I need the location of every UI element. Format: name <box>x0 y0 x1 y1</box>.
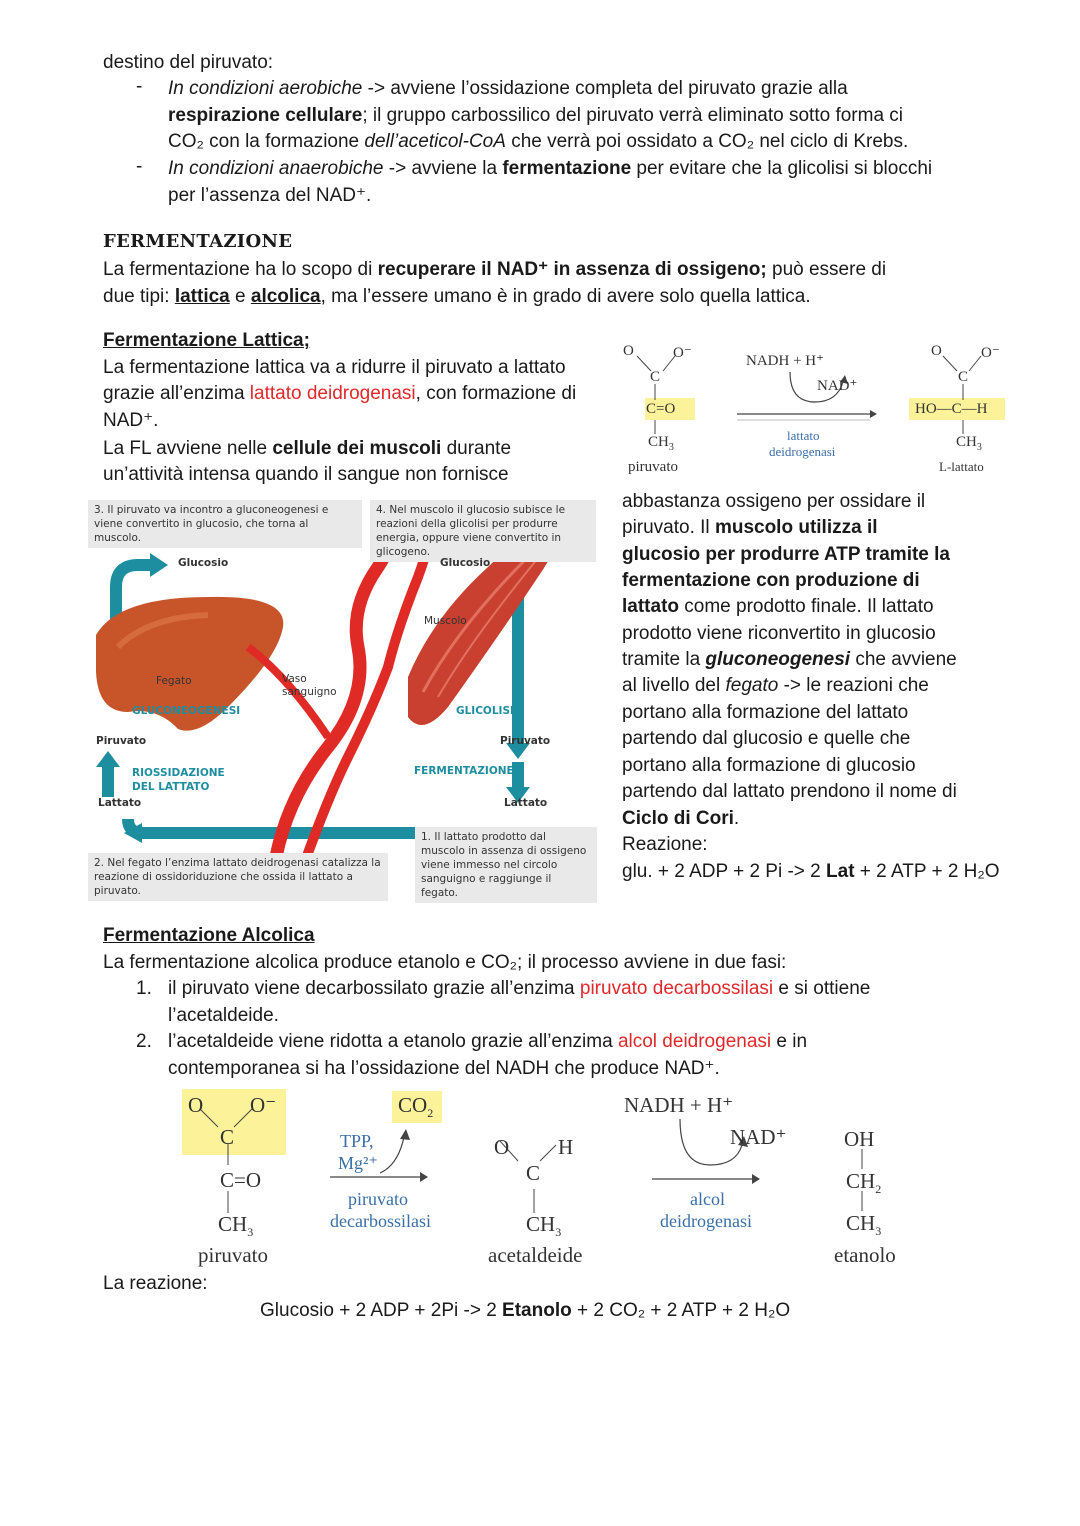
figure-caption: 2. Nel fegato l’enzima lattato deidrogenasi catalizza la reazione di ossidoriduzione che ossida il lattato a piruvato. <box>88 853 388 901</box>
lattica-text: piruvato. Il muscolo utilizza il <box>622 517 878 538</box>
oxygen-label: O <box>623 343 634 359</box>
nad-label: NAD⁺ <box>817 378 858 394</box>
lattica-text: un’attività intensa quando il sangue non fornisce <box>103 464 509 485</box>
figure-caption: 3. Il piruvato va incontro a gluconeogenesi e viene convertito in glucosio, che torna al muscolo. <box>88 500 362 548</box>
ethanol-name: etanolo <box>834 1243 896 1267</box>
lactate-reaction-scheme <box>615 338 1035 483</box>
hydroxyl-label: HO—C—H <box>915 401 988 417</box>
alcolica-step-cont: l’acetaldeide. <box>168 1005 279 1026</box>
fermentation-label: FERMENTAZIONE <box>414 765 514 777</box>
nadh-label: NADH + H⁺ <box>624 1093 734 1117</box>
bullet-dash: - <box>136 76 143 97</box>
lattica-text: tramite la gluconeogenesi che avviene <box>622 649 957 670</box>
carbonyl-label: C=O <box>646 401 676 417</box>
pyruvate-label: Piruvato <box>96 735 147 747</box>
glycolysis-label: GLICOLISI <box>456 705 514 717</box>
methyl-label: $CH_3$ <box>218 1212 254 1240</box>
reoxidation-label: RIOSSIDAZIONE DEL LATTATO <box>132 767 225 793</box>
hydrogen-label: H <box>558 1135 574 1159</box>
liver-label: Fegato <box>156 675 192 687</box>
oxygen-label: O <box>494 1135 510 1159</box>
ferm-paragraph: La fermentazione ha lo scopo di recuperare il NAD⁺ in assenza di ossigeno; può essere di <box>103 259 887 280</box>
lattica-text: grazie all’enzima lattato deidrogenasi, con formazione di <box>103 383 577 404</box>
lattica-text: abbastanza ossigeno per ossidare il <box>622 491 926 512</box>
alcolica-step: il piruvato viene decarbossilato grazie all’enzima piruvato decarbossilasi e si ottiene <box>168 978 871 999</box>
vessel-label: Vaso sanguigno <box>282 673 337 698</box>
carbon-label: C <box>958 369 969 385</box>
alcolica-text: La fermentazione alcolica produce etanolo e CO₂; il processo avviene in due fasi: <box>103 952 787 973</box>
hydroxyl-label: OH <box>844 1127 875 1151</box>
methyl-label: $CH_3$ <box>648 434 674 453</box>
enzyme-label: deidrogenasi <box>660 1211 752 1231</box>
ferm-paragraph-cont: due tipi: lattica e alcolica, ma l’essere umano è in grado di avere solo quella lattica. <box>103 286 811 307</box>
oxygen-label: O⁻ <box>981 345 1000 361</box>
methyl-label: $CH_3$ <box>526 1212 562 1240</box>
nad-label: NAD⁺ <box>730 1125 787 1149</box>
bullet-dash: - <box>136 156 143 177</box>
enzyme-label: decarbossilasi <box>330 1211 431 1231</box>
carbon-label: C <box>526 1161 541 1185</box>
enzyme-label: piruvato <box>348 1189 408 1209</box>
carbon-label: C <box>220 1125 235 1149</box>
carbon-label: C <box>650 369 661 385</box>
figure-caption: 4. Nel muscolo il glucosio subisce le reazioni della glicolisi per produrre energia, oppure viene convertito in glicogeno. <box>370 500 596 562</box>
lactate-name: L-lattato <box>939 459 984 474</box>
acetaldehyde-name: acetaldeide <box>488 1243 583 1267</box>
gluconeogenesis-label: GLUCONEOGENESI <box>132 705 241 717</box>
enzyme-label: alcol <box>690 1189 725 1209</box>
cori-cycle-term: Ciclo di Cori. <box>622 808 740 829</box>
alcolica-step: l’acetaldeide viene ridotta a etanolo grazie all’enzima alcol deidrogenasi e in <box>168 1031 808 1052</box>
lattica-text: partendo dal glucosio e quelle che <box>622 728 911 749</box>
nadh-label: NADH + H⁺ <box>746 353 825 369</box>
lattica-heading: Fermentazione Lattica; <box>103 330 310 351</box>
bullet-aerobic-cont2: CO₂ con la formazione dell’aceticol-CoA che verrà poi ossidato a CO₂ nel ciclo di Krebs. <box>168 131 909 152</box>
pyruvate-name: piruvato <box>628 459 678 475</box>
bullet-anaerobic-cont: per l’assenza del NAD⁺. <box>168 185 372 206</box>
lattica-text: lattato come prodotto finale. Il lattato <box>622 596 934 617</box>
glucose-label: Glucosio <box>440 557 491 569</box>
alcolica-step-cont: contemporanea si ha l’ossidazione del NADH che produce NAD⁺. <box>168 1058 720 1079</box>
alcolica-heading: Fermentazione Alcolica <box>103 925 315 946</box>
lattica-text: glucosio per produrre ATP tramite la <box>622 544 950 565</box>
alcoholic-reaction-equation: Glucosio + 2 ADP + 2Pi -> 2 Etanolo + 2 CO₂ + 2 ATP + 2 H₂O <box>260 1300 791 1321</box>
reaction-label: La reazione: <box>103 1273 208 1294</box>
oxygen-label: O <box>931 343 942 359</box>
co2-label: $CO_2$ <box>398 1093 434 1121</box>
lactate-label: Lattato <box>98 797 142 809</box>
section-heading: FERMENTAZIONE <box>103 231 293 252</box>
pyruvate-name: piruvato <box>198 1243 268 1267</box>
lattica-text: al livello del fegato -> le reazioni che <box>622 675 929 696</box>
lattica-text: La FL avviene nelle cellule dei muscoli durante <box>103 438 512 459</box>
intro-line: destino del piruvato: <box>103 52 274 73</box>
cori-cycle-figure <box>88 497 598 897</box>
lattica-text: NAD⁺. <box>103 410 159 431</box>
methyl-label: $CH_3$ <box>956 434 982 453</box>
enzyme-label: deidrogenasi <box>769 444 836 459</box>
figure-caption: 1. Il lattato prodotto dal muscolo in assenza di ossigeno viene immesso nel circolo sanguigno e raggiunge il fegato. <box>415 827 597 903</box>
glucose-label: Glucosio <box>178 557 229 569</box>
lattica-text: partendo dal lattato prendono il nome di <box>622 781 957 802</box>
ethanol-reaction-scheme <box>170 1085 910 1270</box>
methylene-label: $CH_2$ <box>846 1169 882 1197</box>
cofactor-label: Mg²⁺ <box>338 1153 378 1173</box>
methyl-label: $CH_3$ <box>846 1211 882 1239</box>
oxygen-label: O⁻ <box>250 1093 277 1117</box>
reaction-label: Reazione: <box>622 834 708 855</box>
lactic-reaction-equation: glu. + 2 ADP + 2 Pi -> 2 Lat + 2 ATP + 2 H₂O <box>622 861 1000 882</box>
lattica-text: La fermentazione lattica va a ridurre il piruvato a lattato <box>103 357 566 378</box>
bullet-aerobic-cont: respirazione cellulare; il gruppo carbossilico del piruvato verrà eliminato sotto forma ci <box>168 105 904 126</box>
list-number: 1. <box>136 978 152 999</box>
carbonyl-label: C=O <box>220 1168 262 1192</box>
enzyme-label: lattato <box>787 428 820 443</box>
bullet-anaerobic: In condizioni anaerobiche -> avviene la fermentazione per evitare che la glicolisi si blocchi <box>168 158 933 179</box>
cofactor-label: TPP, <box>340 1131 374 1151</box>
oxygen-label: O⁻ <box>673 345 692 361</box>
lattica-text: portano alla formazione del lattato <box>622 702 909 723</box>
lattica-text: portano alla formazione di glucosio <box>622 755 916 776</box>
lactate-label: Lattato <box>504 797 548 809</box>
lattica-text: fermentazione con produzione di <box>622 570 920 591</box>
lattica-text: prodotto viene riconvertito in glucosio <box>622 623 936 644</box>
bullet-aerobic: In condizioni aerobiche -> avviene l’ossidazione completa del piruvato grazie alla <box>168 78 848 99</box>
list-number: 2. <box>136 1031 152 1052</box>
pyruvate-label: Piruvato <box>500 735 551 747</box>
muscle-label: Muscolo <box>424 615 467 627</box>
oxygen-label: O <box>188 1093 204 1117</box>
